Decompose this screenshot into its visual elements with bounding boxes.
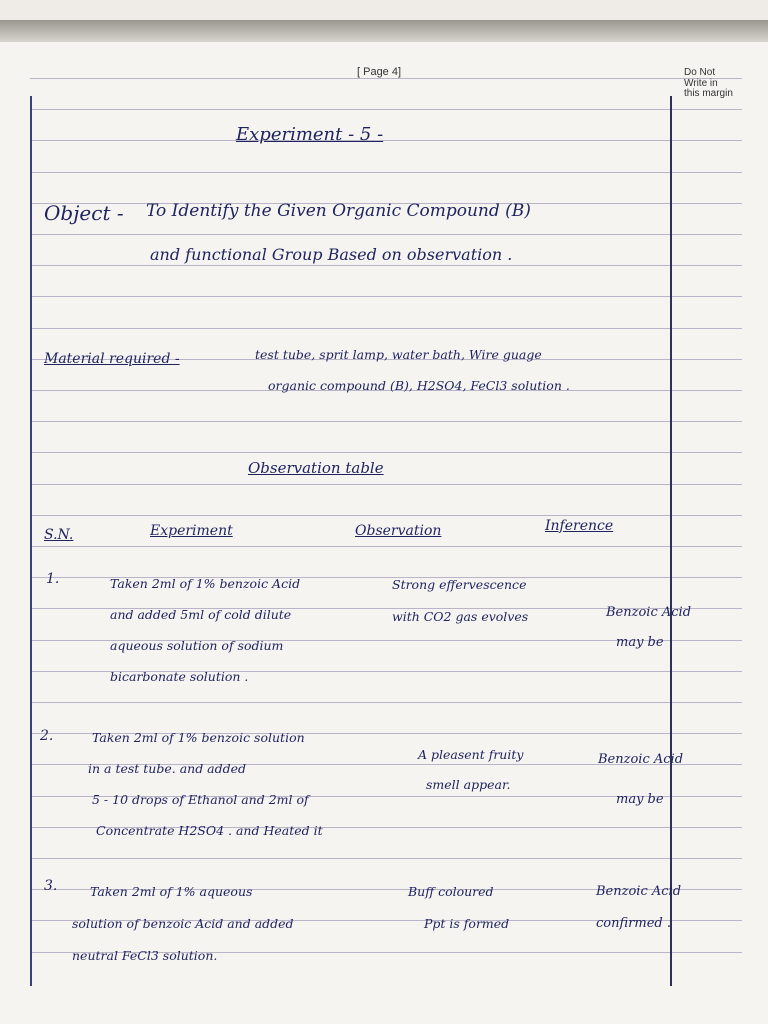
row-2-inference [598, 740, 683, 820]
row-1-exp-line-2: and added 5ml of cold dilute [110, 607, 292, 622]
row-1-obs-line-2: with CO2 gas evolves [392, 609, 529, 624]
notebook-page [0, 20, 768, 1024]
header-experiment: Experiment [150, 523, 233, 539]
ruled-line [30, 858, 742, 859]
ruled-line [30, 702, 742, 703]
header-sn: S.N. [44, 527, 74, 543]
row-2-exp-line-3: 5 - 10 drops of Ethanol and 2ml of [92, 792, 309, 807]
material-label: Material required - [44, 351, 180, 367]
row-1-experiment [110, 568, 300, 692]
row-1-inf-line-1: Benzoic Acid [606, 605, 692, 620]
row-3-exp-line-3: neutral FeCl3 solution. [72, 948, 218, 963]
table-title: Observation table [248, 459, 384, 477]
row-3-inf-line-1: Benzoic Acid [596, 884, 682, 899]
ruled-line [30, 140, 742, 141]
ruled-line [30, 421, 742, 422]
row-3-sn: 3. [44, 878, 58, 894]
ruled-line [30, 484, 742, 485]
row-2-exp-line-4: Concentrate H2SO4 . and Heated it [96, 823, 323, 838]
page-label: [ Page 4] [357, 66, 402, 78]
row-1-exp-line-1: Taken 2ml of 1% benzoic Acid [110, 576, 301, 591]
margin-note-line-3: this margin [684, 88, 733, 99]
row-2-observation [418, 740, 523, 800]
ruled-line [30, 172, 742, 173]
row-1-inf-line-2: may be [616, 635, 664, 650]
row-1-observation [392, 569, 528, 633]
row-2-exp-line-1: Taken 2ml of 1% benzoic solution [92, 730, 305, 745]
ruled-line [30, 265, 742, 266]
material-line-1: test tube, sprit lamp, water bath, Wire guage [255, 347, 542, 362]
row-3-obs-line-1: Buff coloured [408, 884, 494, 899]
row-3-observation [408, 876, 509, 940]
row-1-obs-line-1: Strong effervescence [392, 577, 527, 592]
experiment-title: Experiment - 5 - [236, 124, 384, 145]
row-2-inf-line-2: may be [616, 792, 664, 807]
row-1-inference [606, 598, 691, 658]
margin-note-line-2: Write in [684, 77, 718, 89]
row-3-obs-line-2: Ppt is formed [424, 916, 510, 931]
row-2-experiment [88, 722, 323, 846]
margin-note-line-1: Do Not [684, 67, 716, 78]
row-1-exp-line-4: bicarbonate solution . [110, 669, 249, 684]
right-margin-line [670, 96, 672, 986]
ruled-line [30, 546, 742, 547]
row-2-obs-line-1: A pleasent fruity [418, 747, 524, 762]
ruled-line [30, 452, 742, 453]
ruled-line [30, 296, 742, 297]
row-3-inference [596, 876, 681, 940]
page-top-edge [0, 20, 768, 42]
ruled-line [30, 515, 742, 516]
material-line-2: organic compound (B), H2SO4, FeCl3 solution . [268, 378, 570, 393]
row-2-sn: 2. [40, 728, 54, 744]
row-1-sn: 1. [46, 571, 60, 587]
row-3-exp-line-1: Taken 2ml of 1% aqueous [90, 884, 253, 899]
left-margin-line [30, 96, 32, 986]
row-3-experiment [72, 876, 294, 972]
row-2-obs-line-2: smell appear. [426, 777, 511, 792]
row-3-exp-line-2: solution of benzoic Acid and added [72, 916, 294, 931]
margin-note [684, 68, 733, 100]
ruled-line [30, 109, 742, 110]
object-line-2: and functional Group Based on observation . [150, 245, 513, 264]
row-3-inf-line-2: confirmed . [596, 916, 671, 931]
header-observation: Observation [355, 523, 442, 539]
object-line-1: To Identify the Given Organic Compound (B) [146, 201, 531, 221]
row-2-inf-line-1: Benzoic Acid [598, 752, 684, 767]
ruled-line [30, 328, 742, 329]
row-2-exp-line-2: in a test tube. and added [88, 761, 247, 776]
object-label: Object - [44, 201, 124, 225]
row-1-exp-line-3: aqueous solution of sodium [110, 638, 284, 653]
header-inference: Inference [545, 518, 614, 534]
ruled-line [30, 234, 742, 235]
